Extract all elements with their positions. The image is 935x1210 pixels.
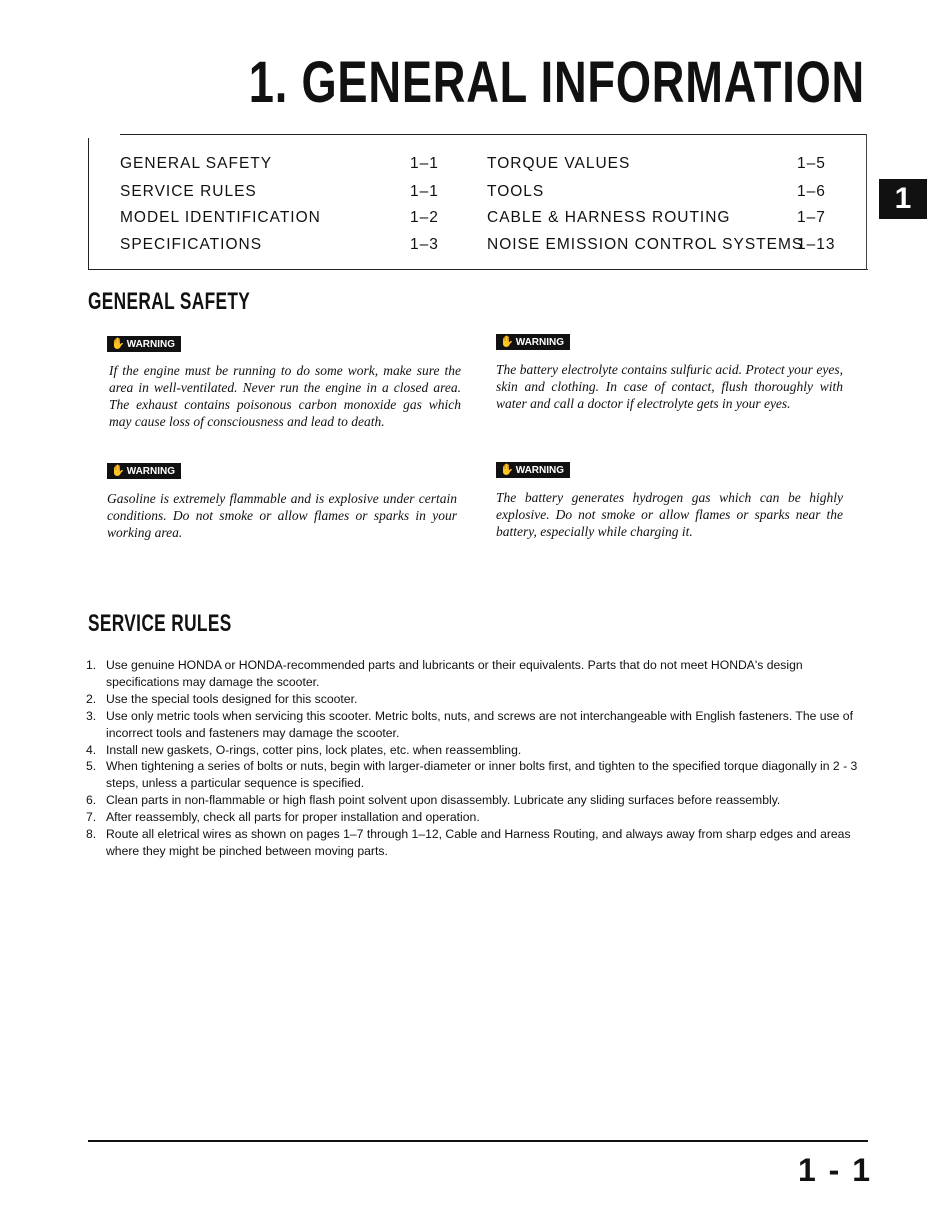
list-item-text: When tightening a series of bolts or nuts, begin with larger-diameter or inner bolts first, and tighten to the specified torque diagonally in 2 - 3 steps, unless a particular sequence is specified. xyxy=(106,759,858,791)
list-item-text: Use only metric tools when servicing this scooter. Metric bolts, nuts, and screws are not interchangeable with English fasteners. The use of incorrect tools and fasteners may damage the scooter. xyxy=(106,708,853,740)
list-item-text: Install new gaskets, O-rings, cotter pins, lock plates, etc. when reassembling. xyxy=(106,742,522,757)
toc-entry-page: 1–1 xyxy=(410,183,439,200)
list-item xyxy=(86,742,868,759)
toc-entry-page: 1–2 xyxy=(410,209,439,226)
list-item xyxy=(86,708,868,742)
list-item-text: Clean parts in non-flammable or high flash point solvent upon disassembly. Lubricate any sliding surfaces before reassembly. xyxy=(106,793,781,808)
list-item-number: 6. xyxy=(86,793,97,808)
warning-badge-label: WARNING xyxy=(515,465,565,476)
warning-text: The battery generates hydrogen gas which can be highly explosive. Do not smoke or allow flames or sparks near the battery, especially while charging it. xyxy=(496,490,843,539)
warning-badge xyxy=(496,462,570,478)
list-item-text: Use the special tools designed for this scooter. xyxy=(106,691,358,706)
list-item-number: 3. xyxy=(86,708,97,723)
warning-text: If the engine must be running to do some work, make sure the area in well-ventilated. Never run the engine in a closed area. The exhaust contains poisonous carbon monoxide gas which may cause loss of consciousness and lead to death. xyxy=(109,363,461,429)
service-rules-list xyxy=(86,657,868,860)
list-item xyxy=(86,657,868,691)
list-item-number: 5. xyxy=(86,759,97,774)
list-item xyxy=(86,691,868,708)
list-item-text: Route all eletrical wires as shown on pages 1–7 through 1–12, Cable and Harness Routing, and always away from sharp edges and areas where they might be pinched between moving parts. xyxy=(106,827,851,858)
toc-entry-page: 1–7 xyxy=(797,209,826,226)
toc-right-border xyxy=(866,134,867,270)
toc-top-border xyxy=(120,134,866,135)
toc-entry-label: GENERAL SAFETY xyxy=(120,155,273,172)
list-item xyxy=(86,826,868,860)
toc-entry-label: TOOLS xyxy=(487,183,545,200)
warning-hand-icon: ✋ xyxy=(500,336,514,348)
toc-entry-label: SERVICE RULES xyxy=(120,183,257,200)
toc-entry-label: MODEL IDENTIFICATION xyxy=(120,209,321,226)
warning-badge xyxy=(107,336,181,352)
chapter-title: 1. GENERAL INFORMATION xyxy=(248,50,865,115)
toc-entry-label: NOISE EMISSION CONTROL SYSTEMS xyxy=(487,236,804,253)
toc-entry-page: 1–6 xyxy=(797,183,826,200)
list-item-text: Use genuine HONDA or HONDA-recommended parts and lubricants or their equivalents. Parts that do not meet HONDA's design specifications may damage the scooter. xyxy=(106,658,803,689)
warning-badge-label: WARNING xyxy=(126,466,176,477)
warning-badge-label: WARNING xyxy=(515,337,565,348)
toc-entry-page: 1–13 xyxy=(797,236,836,253)
list-item-number: 8. xyxy=(86,827,97,842)
list-item-number: 2. xyxy=(86,691,97,706)
warning-text: Gasoline is extremely flammable and is explosive under certain conditions. Do not smoke or allow flames or sparks in your working area. xyxy=(107,491,457,540)
warning-badge-label: WARNING xyxy=(126,339,176,350)
list-item-number: 1. xyxy=(86,658,97,672)
list-item-number: 4. xyxy=(86,742,97,757)
warning-hand-icon: ✋ xyxy=(111,338,125,350)
general-safety-heading: GENERAL SAFETY xyxy=(88,288,251,315)
list-item-number: 7. xyxy=(86,810,97,825)
toc-entry-label: CABLE & HARNESS ROUTING xyxy=(487,209,731,226)
toc-left-column xyxy=(120,155,450,265)
toc-entry-label: SPECIFICATIONS xyxy=(120,236,263,253)
toc-entry-page: 1–3 xyxy=(410,236,439,253)
list-item xyxy=(86,758,868,792)
toc-entry-page: 1–1 xyxy=(410,155,439,172)
warning-hand-icon: ✋ xyxy=(111,465,125,477)
warning-badge xyxy=(496,334,570,350)
warning-badge xyxy=(107,463,181,479)
service-rules-heading: SERVICE RULES xyxy=(88,610,232,637)
chapter-tab: 1 xyxy=(879,179,927,219)
toc-entry-label: TORQUE VALUES xyxy=(487,155,631,172)
warning-hand-icon: ✋ xyxy=(500,464,514,476)
page-number: 1 - 1 xyxy=(797,1152,872,1188)
warning-text: The battery electrolyte contains sulfuric acid. Protect your eyes, skin and clothing. In case of contact, flush thoroughly with water and call a doctor if electrolyte gets in your eyes. xyxy=(496,362,843,411)
toc-left-border xyxy=(88,138,89,270)
toc-right-column xyxy=(487,155,857,265)
toc-bottom-border xyxy=(88,269,868,270)
list-item xyxy=(86,792,868,809)
list-item xyxy=(86,809,868,826)
toc-entry-page: 1–5 xyxy=(797,155,826,172)
footer-rule xyxy=(88,1140,868,1142)
list-item-text: After reassembly, check all parts for proper installation and operation. xyxy=(106,810,480,825)
